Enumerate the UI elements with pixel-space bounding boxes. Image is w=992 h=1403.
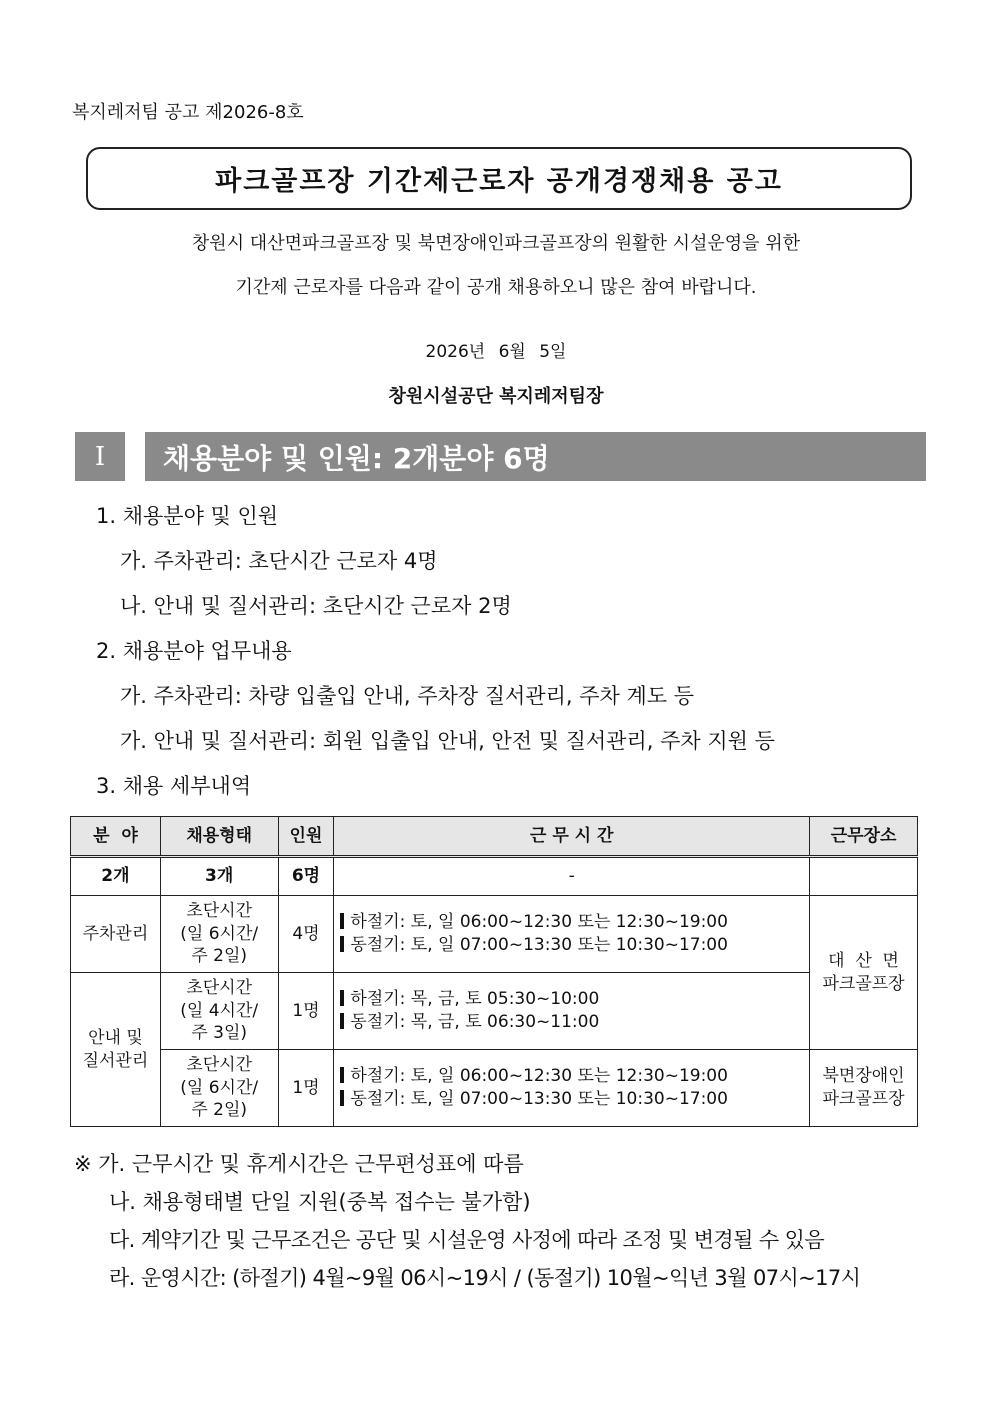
item-parking-duties: 가. 주차관리: 차량 입출입 안내, 주차장 질서관리, 주차 계도 등 — [120, 684, 695, 708]
hours-winter: 동절기: 토, 일 07:00~13:30 또는 10:30~17:00 — [350, 1089, 728, 1109]
total-types: 3개 — [160, 857, 278, 896]
note-a: ※ 가. 근무시간 및 휴게시간은 근무편성표에 따름 — [74, 1152, 524, 1176]
field-guide: 안내 및 질서관리 — [71, 973, 161, 1127]
hours-winter: 동절기: 토, 일 07:00~13:30 또는 10:30~17:00 — [350, 935, 728, 955]
type-cell: 초단시간 (일 4시간/ 주 3일) — [160, 973, 278, 1050]
header-field: 분 야 — [71, 817, 161, 857]
total-hours: - — [334, 857, 810, 896]
table-row — [71, 1050, 918, 1127]
hours-winter: 동절기: 목, 금, 토 06:30~11:00 — [350, 1012, 600, 1032]
header-type: 채용형태 — [160, 817, 278, 857]
bullet-bar-icon — [340, 913, 344, 929]
hours-summer: 하절기: 토, 일 06:00~12:30 또는 12:30~19:00 — [350, 912, 728, 933]
intro-line-2: 기간제 근로자를 다음과 같이 공개 채용하오니 많은 참여 바랍니다. — [235, 277, 757, 298]
hours-summer: 하절기: 토, 일 06:00~12:30 또는 12:30~19:00 — [350, 1066, 728, 1087]
note-b: 나. 채용형태별 단일 지원(중복 접수는 불가함) — [109, 1190, 531, 1214]
type-cell: 초단시간 (일 6시간/ 주 2일) — [160, 1050, 278, 1127]
bullet-bar-icon — [340, 936, 344, 952]
heading-details: 3. 채용 세부내역 — [96, 774, 252, 798]
organization: 창원시설공단 복지레저팀장 — [388, 386, 604, 407]
announcement-date: 2026년 6월 5일 — [425, 342, 567, 362]
heading-duties: 2. 채용분야 업무내용 — [96, 639, 292, 663]
table-row — [71, 896, 918, 973]
bullet-bar-icon — [340, 1013, 344, 1029]
place-line-2: 파크골프장 — [822, 973, 905, 994]
section-number: Ⅰ — [75, 432, 125, 481]
item-guide-duties: 가. 안내 및 질서관리: 회원 입출입 안내, 안전 및 질서관리, 주차 지원 등 — [120, 729, 775, 753]
hours-summer: 하절기: 목, 금, 토 05:30~10:00 — [350, 989, 600, 1010]
header-place: 근무장소 — [810, 817, 918, 857]
note-c: 다. 계약기간 및 근무조건은 공단 및 시설운영 사정에 따라 조정 및 변경될 수 있음 — [109, 1228, 825, 1252]
header-hours: 근 무 시 간 — [334, 817, 810, 857]
place-line-1: 대 산 면 — [828, 950, 899, 971]
hours-cell — [334, 1050, 810, 1127]
table-header-row — [71, 817, 918, 857]
bullet-bar-icon — [340, 1067, 344, 1083]
recruitment-table — [70, 816, 918, 1127]
document-title: 파크골프장 기간제근로자 공개경쟁채용 공고 — [86, 147, 912, 210]
table-row — [71, 973, 918, 1050]
type-cell: 초단시간 (일 6시간/ 주 2일) — [160, 896, 278, 973]
field-parking: 주차관리 — [71, 896, 161, 973]
total-place — [810, 857, 918, 896]
intro-line-1: 창원시 대산면파크골프장 및 북면장애인파크골프장의 원활한 시설운영을 위한 — [191, 233, 801, 254]
section-title: 채용분야 및 인원: 2개분야 6명 — [145, 432, 926, 481]
hours-cell — [334, 896, 810, 973]
item-guide-count: 나. 안내 및 질서관리: 초단시간 근로자 2명 — [120, 594, 512, 618]
bullet-bar-icon — [340, 990, 344, 1006]
notice-number: 복지레저팀 공고 제2026-8호 — [72, 102, 304, 123]
count-cell: 4명 — [278, 896, 334, 973]
bullet-bar-icon — [340, 1090, 344, 1106]
count-cell: 1명 — [278, 1050, 334, 1127]
table-total-row — [71, 857, 918, 896]
place-daesan — [810, 896, 918, 1050]
total-persons: 6명 — [278, 857, 334, 896]
heading-recruitment: 1. 채용분야 및 인원 — [96, 504, 279, 528]
header-count: 인원 — [278, 817, 334, 857]
place-bukmyeon: 북면장애인 파크골프장 — [810, 1050, 918, 1127]
hours-cell — [334, 973, 810, 1050]
item-parking-count: 가. 주차관리: 초단시간 근로자 4명 — [120, 549, 438, 573]
total-fields: 2개 — [71, 857, 161, 896]
note-d: 라. 운영시간: (하절기) 4월~9월 06시~19시 / (동절기) 10월~익년 3월 07시~17시 — [109, 1266, 861, 1290]
count-cell: 1명 — [278, 973, 334, 1050]
